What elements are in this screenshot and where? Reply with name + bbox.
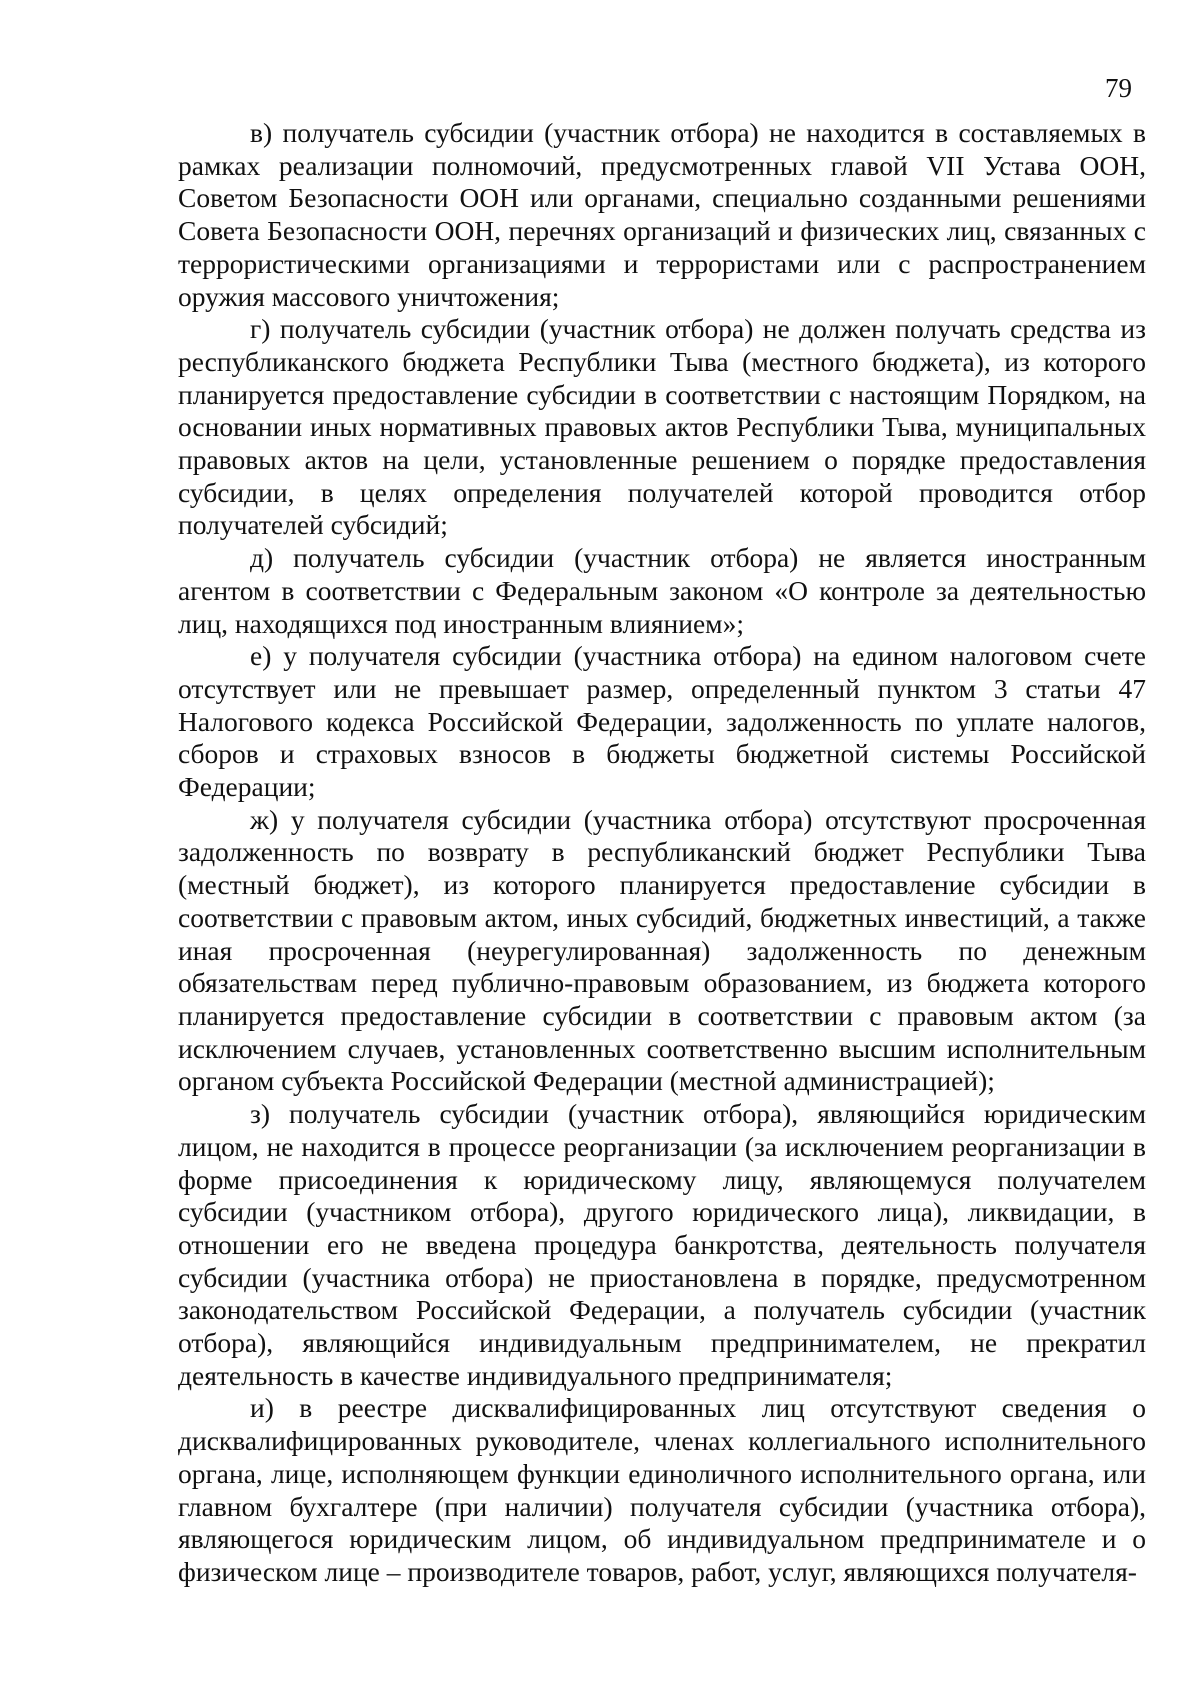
paragraph-e: е) у получателя субсидии (участника отбора) на едином налоговом счете отсутствует или не превышает размер, определенный пунктом 3 статьи 47 Налогового кодекса Российской Федерации, задолженность по уплате налогов, сборов и страховых взносов в бюджеты бюджетной системы Российской Федерации; [178,640,1146,803]
document-body [178,117,1146,1589]
paragraph-z: з) получатель субсидии (участник отбора), являющийся юридическим лицом, не находится в процессе реорганизации (за исключением реорганизации в форме присоединения к юридическому лицу, являющемуся получателем субсидии (участником отбора), другого юридического лица), ликвидации, в отношении его не введена процедура банкротства, деятельность получателя субсидии (участника отбора) не приостановлена в порядке, предусмотренном законодательством Российской Федерации, а получатель субсидии (участник отбора), являющийся индивидуальным предпринимателем, не прекратил деятельность в качестве индивидуального предпринимателя; [178,1098,1146,1391]
paragraph-i: и) в реестре дисквалифицированных лиц отсутствуют сведения о дисквалифицированных руководителе, членах коллегиального исполнительного органа, лице, исполняющем функции единоличного исполнительного органа, или главном бухгалтере (при наличии) получателя субсидии (участника отбора), являющегося юридическим лицом, об индивидуальном предпринимателе и о физическом лице – производителе товаров, работ, услуг, являющихся получателя- [178,1392,1146,1587]
paragraph-v: в) получатель субсидии (участник отбора) не находится в составляемых в рамках реализации полномочий, предусмотренных главой VII Устава ООН, Советом Безопасности ООН или органами, специально созданными решениями Совета Безопасности ООН, перечнях организаций и физических лиц, связанных с террористическими организациями и террористами или с распространением оружия массового уничтожения; [178,117,1146,312]
paragraph-g: г) получатель субсидии (участник отбора) не должен получать средства из республиканского бюджета Республики Тыва (местного бюджета), из которого планируется предоставление субсидии в соответствии с настоящим Порядком, на основании иных нормативных правовых актов Республики Тыва, муниципальных правовых актов на цели, установленные решением о порядке предоставления субсидии, в целях определения получателей которой проводится отбор получателей субсидий; [178,313,1146,541]
paragraph-zh: ж) у получателя субсидии (участника отбора) отсутствуют просроченная задолженность по возврату в республиканский бюджет Республики Тыва (местный бюджет), из которого планируется предоставление субсидии в соответствии с правовым актом, иных субсидий, бюджетных инвестиций, а также иная просроченная (неурегулированная) задолженность по денежным обязательствам перед публично-правовым образованием, из бюджета которого планируется предоставление субсидии в соответствии с правовым актом (за исключением случаев, установленных соответственно высшим исполнительным органом субъекта Российской Федерации (местной администрацией); [178,803,1146,1097]
page-number: 79 [1105,73,1132,103]
paragraph-d: д) получатель субсидии (участник отбора) не является иностранным агентом в соответствии с Федеральным законом «О контроле за деятельностью лиц, находящихся под иностранным влиянием»; [178,542,1146,639]
